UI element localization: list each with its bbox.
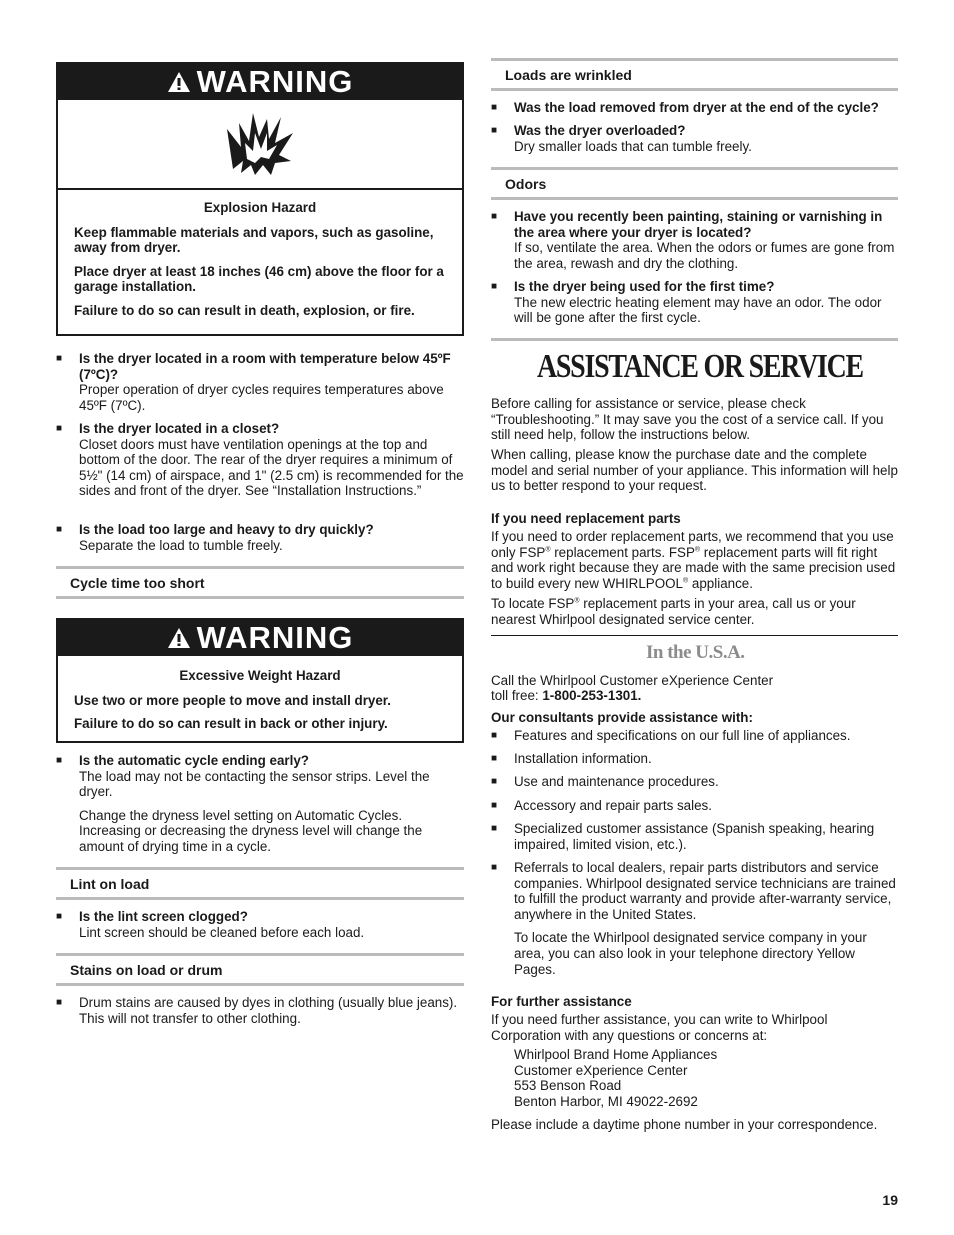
list-item xyxy=(56,351,464,413)
answer-text: Drum stains are caused by dyes in clothing (usually blue jeans). This will not transfer to other clothing. xyxy=(79,995,458,1026)
answer-text: Closet doors must have ventilation openings at the top and bottom of the door. The rear of the dryer requires a minimum of 5½" (14 cm) of airspace, and 1" (2.5 cm) is recommended for the sides and front of the dryer. See “Installation Instructions.” xyxy=(79,436,464,499)
bullet-icon: ■ xyxy=(491,102,498,113)
closing-text: Please include a daytime phone number in your correspondence. xyxy=(491,1117,878,1132)
intro-paragraph: When calling, please know the purchase date and the complete model and serial number of your appliance. This information will help us to better respond to your request. xyxy=(491,447,898,494)
bullet-icon: ■ xyxy=(491,800,498,811)
question-text: Is the automatic cycle ending early? xyxy=(79,753,309,768)
bullet-icon: ■ xyxy=(491,730,498,741)
parts-paragraph: To locate FSP® replacement parts in your area, call us or your nearest Whirlpool designated service center. xyxy=(491,596,856,627)
address-line: Whirlpool Brand Home Appliances xyxy=(514,1047,718,1062)
answer-text: The new electric heating element may have an odor. The odor will be gone after the first cycle. xyxy=(514,294,882,326)
address-block xyxy=(514,1047,898,1109)
further-paragraph: If you need further assistance, you can write to Whirlpool Corporation with any questions or concerns at: xyxy=(491,1012,828,1043)
locate-text: To locate the Whirlpool designated service company in your area, you can also look in your telephone directory Yellow Pages. xyxy=(514,930,867,977)
answer-text: Change the dryness level setting on Automatic Cycles. Increasing or decreasing the dryness level will change the amount of drying time in a cycle. xyxy=(79,807,423,854)
bullet-icon: ■ xyxy=(491,211,498,222)
question-text: Have you recently been painting, staining or varnishing in the area where your dryer is located? xyxy=(514,209,883,240)
section-heading: Loads are wrinkled xyxy=(491,58,898,91)
intro-paragraph: Before calling for assistance or service, please check “Troubleshooting.” It may save you the cost of a service call. If you still need help, follow the instructions below. xyxy=(491,396,884,443)
subheading: If you need replacement parts xyxy=(491,511,681,526)
divider xyxy=(491,338,898,341)
hazard-name: Explosion Hazard xyxy=(203,200,317,215)
bullet-icon: ■ xyxy=(56,911,63,922)
phone-number: 1-800-253-1301. xyxy=(542,688,642,703)
list-item: ■ Referrals to local dealers, repair parts distributors and service companies. Whirlpool designated service technicians are trained to fulfill the product warranty and provide after-warranty service, anywhere in the United States. To locate the Whirlpool designated service company in your area, you can also look in your telephone directory Yellow Pages. xyxy=(491,860,898,977)
warning-title: WARNING xyxy=(196,64,354,99)
bullet-icon: ■ xyxy=(491,776,498,787)
warning-triangle-icon xyxy=(167,627,191,649)
divider xyxy=(491,635,898,636)
bullet-icon: ■ xyxy=(56,755,63,766)
question-text: Is the dryer located in a closet? xyxy=(79,421,280,436)
question-text: Was the load removed from dryer at the end of the cycle? xyxy=(514,100,879,115)
list-item: ■ Features and specifications on our full line of appliances. xyxy=(491,728,851,743)
warning-line: Keep flammable materials and vapors, such as gasoline, away from dryer. xyxy=(74,224,434,256)
list-item xyxy=(56,909,464,940)
bullet-icon: ■ xyxy=(491,823,498,834)
question-text: Is the load too large and heavy to dry quickly? xyxy=(79,522,374,537)
warning-line: Place dryer at least 18 inches (46 cm) above the floor for a garage installation. xyxy=(74,263,444,295)
question-text: Was the dryer overloaded? xyxy=(514,123,686,138)
list-item: ■ Installation information. xyxy=(491,751,652,766)
warning-line: Use two or more people to move and install dryer. xyxy=(74,692,391,708)
section-heading: Lint on load xyxy=(56,867,464,900)
list-item: ■ Specialized customer assistance (Spanish speaking, hearing impaired, limited vision, etc.). xyxy=(491,821,875,852)
list-item xyxy=(491,123,898,154)
address-line: Customer eXperience Center xyxy=(514,1062,688,1078)
bullet-icon: ■ xyxy=(56,997,63,1008)
explosion-warning-box xyxy=(56,62,464,336)
warning-line: Failure to do so can result in back or other injury. xyxy=(74,716,388,732)
warning-triangle-icon xyxy=(167,71,191,93)
answer-text: Dry smaller loads that can tumble freely. xyxy=(514,138,752,154)
bullet-icon: ■ xyxy=(56,524,63,535)
page-title: ASSISTANCE OR SERVICE xyxy=(537,348,863,385)
answer-text: The load may not be contacting the sensor strips. Level the dryer. xyxy=(79,768,430,800)
question-text: Is the dryer being used for the first time? xyxy=(514,279,775,294)
answer-text: Proper operation of dryer cycles requires temperatures above 45ºF (7ºC). xyxy=(79,382,444,413)
weight-warning-box xyxy=(56,618,464,743)
list-item xyxy=(56,753,464,855)
warning-header xyxy=(58,64,462,100)
explosion-icon xyxy=(58,100,462,190)
page-number: 19 xyxy=(882,1192,898,1208)
call-line: toll free: 1-800-253-1301. xyxy=(491,688,642,703)
call-line: Call the Whirlpool Customer eXperience Center xyxy=(491,673,774,688)
usa-heading: In the U.S.A. xyxy=(646,642,745,663)
bullet-icon: ■ xyxy=(491,753,498,764)
subheading: Our consultants provide assistance with: xyxy=(491,710,753,725)
list-item xyxy=(491,100,898,116)
list-item xyxy=(56,522,464,553)
list-item: ■ Accessory and repair parts sales. xyxy=(491,798,712,813)
section-heading: Cycle time too short xyxy=(56,566,464,599)
warning-line: Failure to do so can result in death, explosion, or fire. xyxy=(74,302,415,318)
list-item: ■ Use and maintenance procedures. xyxy=(491,774,719,789)
list-item xyxy=(491,209,898,271)
list-item xyxy=(56,995,464,1026)
question-text: Is the dryer located in a room with temperature below 45ºF (7ºC)? xyxy=(79,351,451,382)
list-item xyxy=(491,279,898,326)
answer-text: Lint screen should be cleaned before each load. xyxy=(79,924,365,940)
question-text: Is the lint screen clogged? xyxy=(79,909,248,924)
list-item xyxy=(56,421,464,499)
section-heading: Odors xyxy=(491,167,898,200)
warning-header xyxy=(58,620,462,656)
warning-body xyxy=(58,656,462,748)
warning-title: WARNING xyxy=(196,620,354,655)
answer-text: If so, ventilate the area. When the odors or fumes are gone from the area, rewash and dry the clothing. xyxy=(514,240,895,271)
bullet-icon: ■ xyxy=(56,423,63,434)
bullet-icon: ■ xyxy=(491,862,498,873)
subheading: For further assistance xyxy=(491,994,632,1009)
address-line: 553 Benson Road xyxy=(514,1078,622,1094)
section-heading: Stains on load or drum xyxy=(56,953,464,986)
parts-paragraph: If you need to order replacement parts, we recommend that you use only FSP® replacement parts. FSP® replacement parts will fit right and work right because they are made with the same precision used to build every new WHIRLPOOL® appliance. xyxy=(491,529,896,591)
hazard-name: Excessive Weight Hazard xyxy=(179,668,341,683)
warning-body xyxy=(58,190,462,335)
answer-text: Separate the load to tumble freely. xyxy=(79,537,283,553)
address-line: Benton Harbor, MI 49022-2692 xyxy=(514,1093,698,1109)
bullet-icon: ■ xyxy=(56,353,63,364)
bullet-icon: ■ xyxy=(491,125,498,136)
bullet-icon: ■ xyxy=(491,281,498,292)
